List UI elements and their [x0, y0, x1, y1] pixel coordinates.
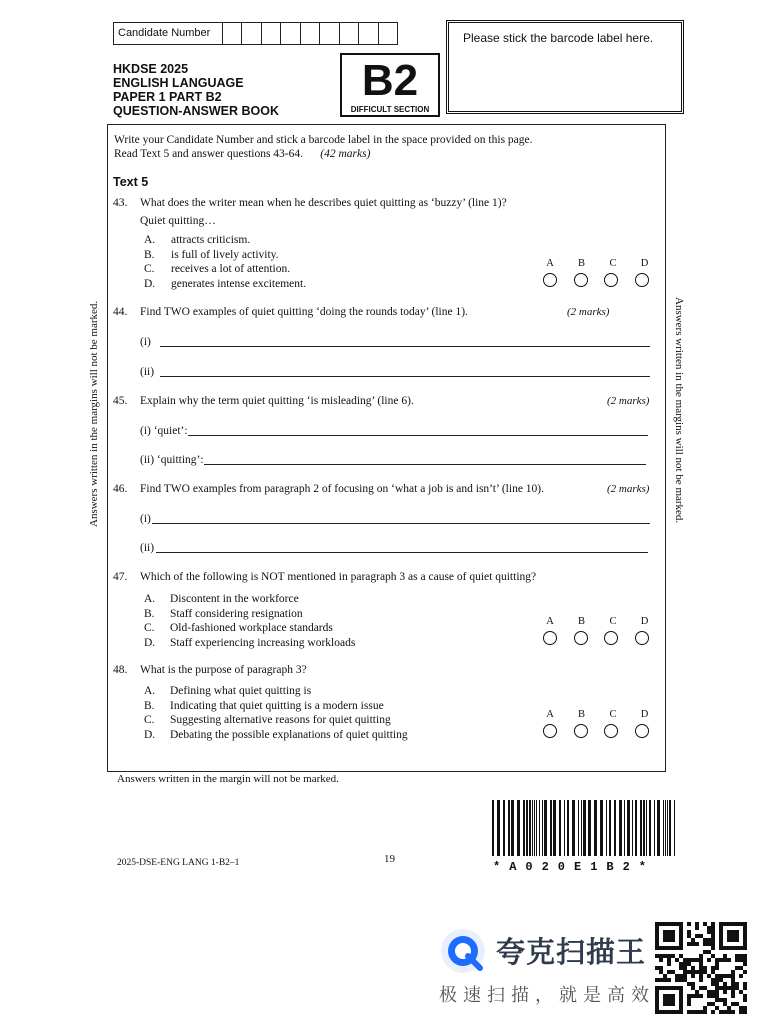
q46-text: Find TWO examples from paragraph 2 of focusing on ‘what a job is and isn’t’ (line 10).	[140, 483, 545, 495]
candidate-digit-box[interactable]	[223, 23, 242, 44]
section-badge	[340, 53, 440, 117]
q44-label-ii: (ii)	[140, 366, 155, 378]
q43-bubble-c[interactable]	[604, 273, 618, 287]
q48-bubble-b[interactable]	[574, 724, 588, 738]
candidate-digit-box[interactable]	[359, 23, 378, 44]
q47-number: 47.	[113, 571, 128, 583]
q45-number: 45.	[113, 395, 128, 407]
title-line-paper: PAPER 1 PART B2	[113, 90, 222, 104]
q47-bubble-d[interactable]	[635, 631, 649, 645]
q47-answer-bubbles	[543, 631, 649, 645]
q43-number: 43.	[113, 197, 128, 209]
q48-answer-letters: A B C D	[546, 709, 649, 720]
candidate-digit-box[interactable]	[340, 23, 359, 44]
title-line-exam: HKDSE 2025	[113, 62, 189, 76]
candidate-digit-box[interactable]	[301, 23, 320, 44]
candidate-digit-box[interactable]	[320, 23, 339, 44]
title-line-book: QUESTION-ANSWER BOOK	[113, 104, 279, 118]
q45-label-ii: (ii) ‘quitting’:	[140, 454, 204, 466]
candidate-digit-box[interactable]	[242, 23, 261, 44]
option-row: D. Debating the possible explanations of quiet quitting	[144, 728, 408, 741]
instruction-line-1: Write your Candidate Number and stick a barcode label in the space provided on this page.	[114, 134, 533, 146]
q44-text: Find TWO examples of quiet quitting ‘doing the rounds today’ (line 1).	[140, 306, 468, 318]
q46-label-ii: (ii)	[140, 542, 155, 554]
text-heading: Text 5	[113, 175, 149, 189]
q45-answer-line-ii[interactable]	[204, 464, 646, 465]
q43-stem: Quiet quitting…	[140, 215, 216, 227]
paper-title	[113, 62, 279, 118]
option-row: B. Staff considering resignation	[144, 607, 303, 620]
q48-number: 48.	[113, 664, 128, 676]
candidate-number-label: Candidate Number	[114, 23, 223, 44]
option-row: A. Defining what quiet quitting is	[144, 685, 312, 697]
scanner-slogan: 极速扫描，就是高效	[439, 985, 655, 1005]
q46-answer-line-ii[interactable]	[156, 552, 648, 553]
q45-label-i: (i) ‘quiet’:	[140, 425, 188, 437]
instructions	[114, 133, 533, 161]
candidate-digit-box[interactable]	[262, 23, 281, 44]
q44-label-i: (i)	[140, 336, 151, 348]
candidate-number-box	[113, 22, 398, 45]
q46-answer-line-i[interactable]	[152, 523, 650, 524]
candidate-barcode	[490, 800, 680, 858]
q43-text: What does the writer mean when he describes quiet quitting as ‘buzzy’ (line 1)?	[140, 197, 507, 209]
q45-marks: (2 marks)	[607, 395, 650, 407]
q47-answer-letters: A B C D	[546, 616, 649, 627]
q45-text: Explain why the term quiet quitting ‘is misleading’ (line 6).	[140, 395, 414, 407]
q43-answer-bubbles	[543, 273, 649, 287]
page-number: 19	[384, 853, 395, 865]
section-code: B2	[361, 56, 419, 105]
q44-number: 44.	[113, 306, 128, 318]
q46-marks: (2 marks)	[607, 483, 650, 495]
q44-answer-line-i[interactable]	[160, 346, 650, 347]
q43-answer-letters: A B C D	[546, 258, 649, 269]
q43-bubble-d[interactable]	[635, 273, 649, 287]
option-row: A. attracts criticism.	[144, 234, 251, 246]
right-margin-note: Answers written in the margins will not be marked.	[673, 297, 685, 524]
left-margin-note: Answers written in the margins will not be marked.	[88, 300, 100, 527]
qr-code-icon	[655, 922, 747, 1014]
q44-marks: (2 marks)	[567, 306, 610, 318]
candidate-digit-box[interactable]	[379, 23, 397, 44]
q48-bubble-d[interactable]	[635, 724, 649, 738]
option-row: C. Suggesting alternative reasons for quiet quitting	[144, 714, 391, 726]
option-row: D. generates intense excitement.	[144, 277, 307, 290]
barcode-text: *A020E1B2*	[493, 860, 656, 874]
q47-bubble-b[interactable]	[574, 631, 588, 645]
q43-options	[144, 233, 306, 291]
option-row: A. Discontent in the workforce	[144, 593, 299, 605]
q47-options	[144, 592, 355, 650]
instruction-marks: (42 marks)	[320, 148, 371, 160]
quark-logo-icon	[438, 926, 488, 976]
candidate-digit-box[interactable]	[281, 23, 300, 44]
q48-answer-bubbles	[543, 724, 649, 738]
title-line-subject: ENGLISH LANGUAGE	[113, 76, 244, 90]
option-row: B. Indicating that quiet quitting is a modern issue	[144, 699, 384, 712]
q43-bubble-a[interactable]	[543, 273, 557, 287]
option-row: D. Staff experiencing increasing workloads	[144, 636, 356, 649]
q48-bubble-c[interactable]	[604, 724, 618, 738]
q47-bubble-c[interactable]	[604, 631, 618, 645]
q44-answer-line-ii[interactable]	[160, 376, 650, 377]
q48-bubble-a[interactable]	[543, 724, 557, 738]
q45-answer-line-i[interactable]	[188, 435, 648, 436]
barcode-prompt: Please stick the barcode label here.	[463, 31, 654, 45]
q48-text: What is the purpose of paragraph 3?	[140, 664, 307, 676]
scanner-brand: 夸克扫描王	[496, 937, 647, 969]
q48-options	[144, 684, 408, 742]
footer-note: Answers written in the margin will not be marked.	[117, 773, 339, 785]
q46-number: 46.	[113, 483, 128, 495]
q47-bubble-a[interactable]	[543, 631, 557, 645]
instruction-line-2: Read Text 5 and answer questions 43-64. (42 marks)	[114, 148, 371, 160]
option-row: C. Old-fashioned workplace standards	[144, 622, 333, 634]
q47-text: Which of the following is NOT mentioned in paragraph 3 as a cause of quiet quitting?	[140, 571, 537, 583]
section-name: DIFFICULT SECTION	[350, 105, 430, 114]
paper-code: 2025-DSE-ENG LANG 1-B2–1	[117, 858, 240, 868]
barcode-label-area[interactable]	[446, 20, 684, 114]
option-row: C. receives a lot of attention.	[144, 263, 291, 275]
option-row: B. is full of lively activity.	[144, 248, 279, 261]
q46-label-i: (i)	[140, 513, 151, 525]
q43-bubble-b[interactable]	[574, 273, 588, 287]
